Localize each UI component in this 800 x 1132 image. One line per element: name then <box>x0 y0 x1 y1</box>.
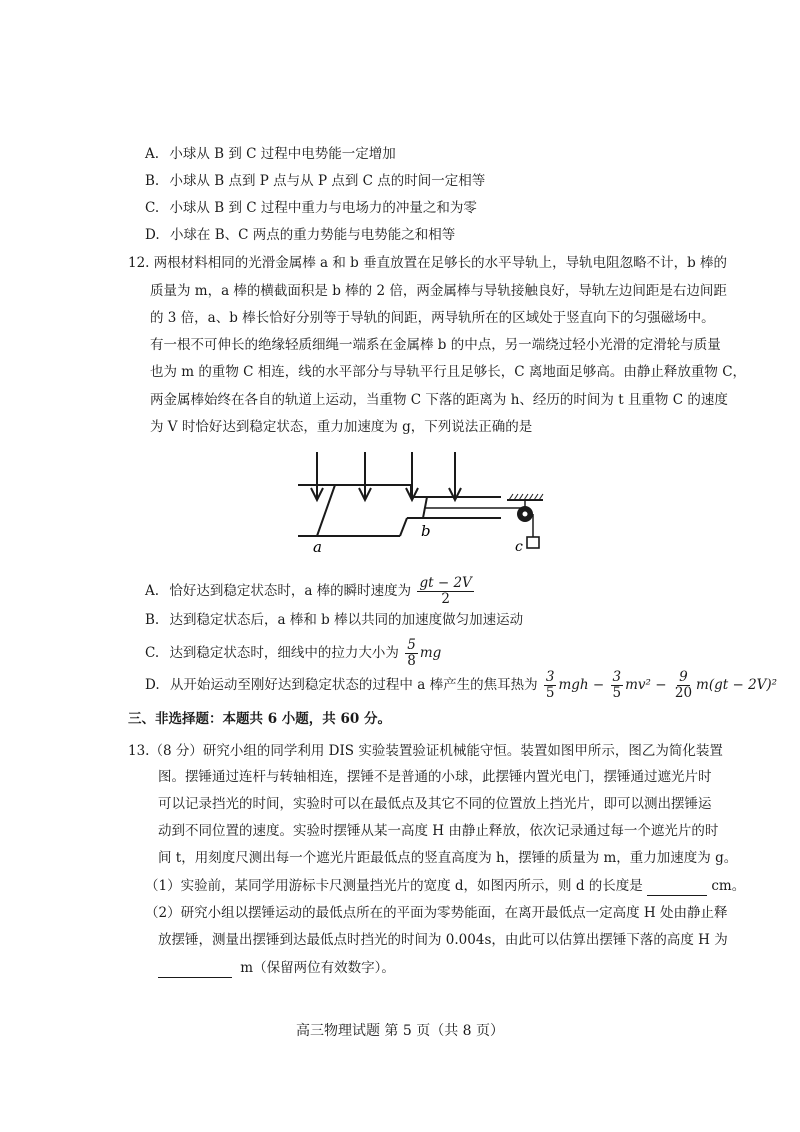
option-label: A. <box>145 146 160 162</box>
q12-option-a <box>145 574 476 608</box>
fraction-num: 5 <box>407 637 416 653</box>
option-label: C. <box>145 200 160 216</box>
fraction <box>417 576 473 607</box>
q13-stem-line: 间 t，用刻度尺测出每一个遮光片距最低点的竖直高度为 h，摆锤的质量为 m，重力加速度为 g。 <box>158 850 738 866</box>
option-text: 小球从 B 点到 P 点与从 P 点到 C 点的时间一定相等 <box>169 173 486 189</box>
section-heading: 三、非选择题：本题共 6 小题，共 60 分。 <box>128 711 391 727</box>
option-text: 小球从 B 到 C 过程中电势能一定增加 <box>169 146 396 162</box>
option-text: 达到稳定状态时，细线中的拉力大小为 <box>169 645 399 661</box>
sub1-text: （1）实验前，某同学用游标卡尺测量挡光片的宽度 d，如图丙所示，则 d 的长度是 <box>145 878 643 894</box>
option-label: D. <box>145 677 160 693</box>
q12-stem-line: 的 3 倍，a、b 棒长恰好分别等于导轨的间距，两导轨所在的区域处于竖直向下的匀强磁场中。 <box>150 310 715 326</box>
option-text: 达到稳定状态后，a 棒和 b 棒以共同的加速度做匀加速运动 <box>169 612 524 628</box>
fraction-num: 3 <box>545 669 555 685</box>
math-term: mg <box>419 645 442 661</box>
option-label: B. <box>145 173 160 189</box>
q11-option-c <box>145 198 477 218</box>
q12-stem-line: 质量为 m，a 棒的横截面积是 b 棒的 2 倍，两金属棒与导轨接触良好，导轨左边间距是右边间距 <box>150 283 727 299</box>
option-label: C. <box>145 645 160 661</box>
q12-stem-line: 为 V 时恰好达到稳定状态，重力加速度为 g，下列说法正确的是 <box>150 419 533 435</box>
option-text: 从开始运动至刚好达到稳定状态的过程中 a 棒产生的焦耳热为 <box>169 677 538 693</box>
q12-rail-diagram <box>295 448 555 556</box>
answer-blank-h[interactable] <box>158 961 232 978</box>
q13-stem-line: 13.（8 分）研究小组的同学利用 DIS 实验装置验证机械能守恒。装置如图甲所示，图乙为简化装置 <box>128 743 723 759</box>
fraction-num: 9 <box>679 669 688 685</box>
q13-stem-line: 动到不同位置的速度。实验时摆锤从某一高度 H 由静止释放，依次记录通过每一个遮光片的时 <box>158 823 719 839</box>
q13-stem-line: 可以记录挡光的时间，实验时可以在最低点及其它不同的位置放上挡光片，即可以测出摆锤运 <box>158 796 712 812</box>
fraction-den: 20 <box>674 685 693 701</box>
option-label: D. <box>145 227 160 243</box>
option-text: 小球从 B 到 C 过程中重力与电场力的冲量之和为零 <box>169 200 477 216</box>
fraction-num: 3 <box>612 669 622 685</box>
q11-option-d <box>145 225 455 245</box>
label-b: b <box>421 522 431 540</box>
q12-stem-line: 也为 m 的重物 C 相连，线的水平部分与导轨平行且足够长，C 离地面足够高。由静止释放重物 C， <box>150 364 747 380</box>
q12-option-c <box>145 636 441 670</box>
fraction-den: 8 <box>407 653 416 669</box>
q13-sub2-line3 <box>158 958 395 978</box>
fraction-den: 5 <box>545 685 555 701</box>
fraction <box>611 670 624 701</box>
q13-sub1 <box>145 876 745 896</box>
fraction-num: gt − 2V <box>419 575 472 591</box>
math-term: m(gt − 2V)² <box>696 677 778 693</box>
unit-text: cm。 <box>711 878 746 894</box>
fraction-den: 5 <box>612 685 622 701</box>
fraction <box>405 638 418 669</box>
fraction <box>544 670 557 701</box>
option-text: 恰好达到稳定状态时，a 棒的瞬时速度为 <box>169 583 412 599</box>
q11-option-b <box>145 171 485 191</box>
q12-stem-line: 12. 两根材料相同的光滑金属棒 a 和 b 垂直放置在足够长的水平导轨上，导轨电阻忽略不计，b 棒的 <box>128 255 728 271</box>
fraction-den: 2 <box>441 591 450 607</box>
sub2-suffix: m（保留两位有效数字）。 <box>240 960 395 976</box>
q12-option-d <box>145 668 777 702</box>
page-footer: 高三物理试题 第 5 页（共 8 页） <box>295 1023 505 1039</box>
q12-stem-line: 有一根不可伸长的绝缘轻质细绳一端系在金属棒 b 的中点，另一端绕过轻小光滑的定滑轮与质量 <box>150 337 721 353</box>
math-term: mv² − <box>625 677 667 693</box>
option-text: 小球在 B、C 两点的重力势能与电势能之和相等 <box>169 227 456 243</box>
q13-sub2-line2: 放摆锤，测量出摆锤到达最低点时挡光的时间为 0.004s，由此可以估算出摆锤下落的高度 H 为 <box>158 932 728 948</box>
label-a: a <box>313 538 322 556</box>
q13-stem-line: 图。摆锤通过连杆与转轴相连，摆锤不是普通的小球，此摆锤内置光电门，摆锤通过遮光片时 <box>158 769 712 785</box>
label-c: c <box>515 539 523 555</box>
q12-stem-line: 两金属棒始终在各自的轨道上运动，当重物 C 下落的距离为 h、经历的时间为 t 且重物 C 的速度 <box>150 392 728 408</box>
q11-option-a <box>145 144 396 164</box>
fraction <box>673 670 694 701</box>
option-label: B. <box>145 612 160 628</box>
q12-option-b <box>145 610 523 630</box>
math-term: mgh − <box>558 677 605 693</box>
weight-c <box>527 537 539 548</box>
q13-sub2-line1: （2）研究小组以摆锤运动的最低点所在的平面为零势能面，在离开最低点一定高度 H 处由静止释 <box>145 905 728 921</box>
option-label: A. <box>145 583 160 599</box>
answer-blank-d[interactable] <box>647 879 707 896</box>
